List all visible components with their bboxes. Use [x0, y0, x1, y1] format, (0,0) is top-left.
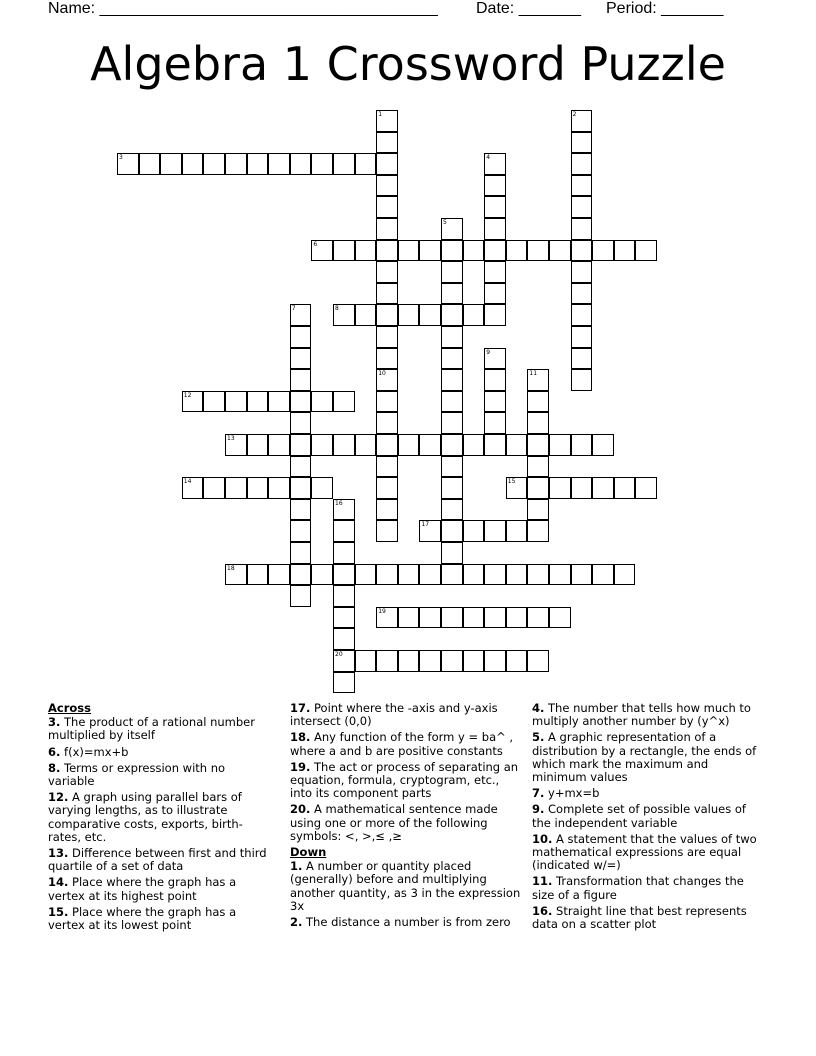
grid-cell[interactable]: [376, 261, 398, 283]
grid-cell[interactable]: [571, 153, 593, 175]
grid-cell[interactable]: [592, 477, 614, 499]
grid-cell[interactable]: [376, 650, 398, 672]
grid-cell[interactable]: [441, 499, 463, 521]
grid-cell[interactable]: [376, 132, 398, 154]
grid-cell[interactable]: [333, 240, 355, 262]
grid-cell[interactable]: [441, 218, 463, 240]
clue-text: A number or quantity placed (generally) before and multiplying another quantity, as 3 in the expression 3x: [290, 859, 521, 913]
clue-number: 15.: [48, 904, 69, 919]
grid-cell[interactable]: [225, 153, 247, 175]
cell-number: 7: [291, 305, 296, 313]
cell-number: 9: [486, 348, 491, 356]
grid-cell[interactable]: [506, 564, 528, 586]
grid-cell[interactable]: [419, 650, 441, 672]
across-heading: Across: [48, 701, 91, 715]
grid-cell[interactable]: [376, 110, 398, 132]
grid-cell[interactable]: [333, 672, 355, 694]
grid-cell[interactable]: [333, 391, 355, 413]
grid-cell[interactable]: [463, 650, 485, 672]
grid-cell[interactable]: [225, 564, 247, 586]
grid-cell[interactable]: [225, 391, 247, 413]
grid-cell[interactable]: [376, 391, 398, 413]
grid-cell[interactable]: [571, 132, 593, 154]
grid-cell[interactable]: [506, 240, 528, 262]
grid-cell[interactable]: [571, 175, 593, 197]
clue-item: [48, 906, 274, 932]
grid-cell[interactable]: [484, 369, 506, 391]
grid-cell[interactable]: [549, 477, 571, 499]
grid-cell[interactable]: [290, 499, 312, 521]
grid-cell[interactable]: [463, 564, 485, 586]
cell-number: 17: [421, 521, 430, 529]
grid-cell[interactable]: [290, 369, 312, 391]
grid-cell[interactable]: [484, 391, 506, 413]
grid-cell[interactable]: [376, 348, 398, 370]
cell-number: 16: [335, 499, 343, 507]
grid-cell[interactable]: [592, 564, 614, 586]
cell-number: 8: [335, 305, 339, 313]
clues-column-1: [48, 702, 274, 935]
clue-text: Complete set of possible values of the independent variable: [532, 802, 746, 830]
cell-number: 4: [486, 154, 491, 162]
grid-cell[interactable]: [376, 520, 398, 542]
grid-cell[interactable]: [311, 153, 333, 175]
grid-cell[interactable]: [441, 564, 463, 586]
grid-cell[interactable]: [419, 434, 441, 456]
grid-cell[interactable]: [571, 304, 593, 326]
grid-cell[interactable]: [247, 153, 269, 175]
grid-cell[interactable]: [333, 628, 355, 650]
grid-cell[interactable]: [333, 304, 355, 326]
grid-cell[interactable]: [419, 520, 441, 542]
grid-cell[interactable]: [441, 326, 463, 348]
clue-text: Terms or expression with no variable: [48, 760, 226, 789]
clue-number: 5.: [532, 730, 545, 745]
grid-cell[interactable]: [441, 391, 463, 413]
clue-number: 2.: [290, 915, 303, 930]
clue-item: [290, 860, 524, 913]
grid-cell[interactable]: [376, 499, 398, 521]
grid-cell[interactable]: [527, 564, 549, 586]
grid-cell[interactable]: [484, 196, 506, 218]
grid-cell[interactable]: [355, 564, 377, 586]
cell-number: 14: [183, 478, 192, 486]
clues-column-2: [290, 702, 524, 932]
grid-cell[interactable]: [311, 391, 333, 413]
cell-number: 11: [529, 370, 538, 378]
clue-item: [48, 791, 274, 844]
grid-cell[interactable]: [247, 564, 269, 586]
clue-number: 3.: [48, 715, 61, 730]
grid-cell[interactable]: [376, 240, 398, 262]
grid-cell[interactable]: [247, 477, 269, 499]
grid-cell[interactable]: [506, 650, 528, 672]
grid-cell[interactable]: [290, 391, 312, 413]
grid-cell[interactable]: [311, 434, 333, 456]
cell-number: 10: [378, 370, 386, 378]
grid-cell[interactable]: [614, 477, 636, 499]
grid-cell[interactable]: [419, 304, 441, 326]
clue-text: Any function of the form y = ba^ , where a and b are positive constants: [290, 730, 514, 758]
grid-cell[interactable]: [484, 304, 506, 326]
grid-cell[interactable]: [182, 477, 204, 499]
clue-number: 9.: [532, 802, 545, 817]
cell-number: 20: [335, 651, 343, 658]
clue-item: [290, 916, 524, 929]
grid-cell[interactable]: [614, 564, 636, 586]
cell-number: 18: [227, 564, 235, 572]
grid-cell[interactable]: [268, 434, 290, 456]
cell-number: 6: [313, 240, 318, 248]
cell-number: 15: [507, 478, 516, 486]
grid-cell[interactable]: [268, 153, 290, 175]
grid-cell[interactable]: [527, 520, 549, 542]
grid-cell[interactable]: [376, 153, 398, 175]
grid-cell[interactable]: [441, 542, 463, 564]
grid-cell[interactable]: [290, 304, 312, 326]
grid-cell[interactable]: [571, 196, 593, 218]
grid-cell[interactable]: [333, 499, 355, 521]
grid-cell[interactable]: [635, 477, 657, 499]
grid-cell[interactable]: [376, 304, 398, 326]
name-field-label[interactable]: Name: ______________________________________: [48, 0, 438, 17]
grid-cell[interactable]: [484, 261, 506, 283]
grid-cell[interactable]: [441, 477, 463, 499]
grid-cell[interactable]: [527, 369, 549, 391]
grid-cell[interactable]: [376, 477, 398, 499]
grid-cell[interactable]: [527, 456, 549, 478]
grid-cell[interactable]: [571, 369, 593, 391]
grid-cell[interactable]: [398, 240, 420, 262]
grid-cell[interactable]: [527, 240, 549, 262]
grid-cell[interactable]: [441, 240, 463, 262]
clue-text: y+mx=b: [548, 786, 600, 801]
clue-number: 17.: [290, 701, 311, 715]
grid-cell[interactable]: [484, 564, 506, 586]
page-title: Algebra 1 Crossword Puzzle: [90, 37, 726, 91]
grid-cell[interactable]: [463, 520, 485, 542]
clue-text: Place where the graph has a vertex at its highest point: [48, 875, 237, 903]
grid-cell[interactable]: [506, 607, 528, 629]
grid-cell[interactable]: [441, 283, 463, 305]
clue-item: [532, 833, 762, 873]
grid-cell[interactable]: [441, 434, 463, 456]
grid-cell[interactable]: [268, 391, 290, 413]
grid-cell[interactable]: [290, 434, 312, 456]
grid-cell[interactable]: [419, 240, 441, 262]
cell-number: 2: [572, 111, 577, 118]
grid-cell[interactable]: [592, 434, 614, 456]
clue-item: [290, 731, 524, 757]
grid-cell[interactable]: [614, 240, 636, 262]
clue-text: A statement that the values of two mathematical expressions are equal (indicated w/=): [532, 831, 757, 873]
grid-cell[interactable]: [117, 153, 139, 175]
cell-number: 3: [119, 154, 123, 162]
cell-number: 5: [443, 219, 447, 226]
clue-text: A graph using parallel bars of varying lengths, as to illustrate comparative costs, exports, birth-rates, etc.: [48, 790, 243, 844]
cell-number: 1: [378, 111, 383, 118]
grid-cell[interactable]: [203, 391, 225, 413]
grid-cell[interactable]: [203, 153, 225, 175]
clue-text: Straight line that best represents data on a scatter plot: [532, 903, 747, 932]
grid-cell[interactable]: [571, 348, 593, 370]
grid-cell[interactable]: [441, 650, 463, 672]
grid-cell[interactable]: [463, 240, 485, 262]
clue-text: f(x)=mx+b: [64, 744, 129, 759]
grid-cell[interactable]: [355, 434, 377, 456]
grid-cell[interactable]: [571, 434, 593, 456]
grid-cell[interactable]: [311, 477, 333, 499]
grid-cell[interactable]: [527, 412, 549, 434]
clue-item: [48, 716, 274, 742]
clue-item: [532, 875, 762, 901]
grid-cell[interactable]: [290, 564, 312, 586]
grid-cell[interactable]: [290, 326, 312, 348]
grid-cell[interactable]: [203, 477, 225, 499]
clue-text: A graphic representation of a distribution by a rectangle, the ends of which mark the maximum and minimum values: [532, 730, 757, 785]
grid-cell[interactable]: [527, 477, 549, 499]
grid-cell[interactable]: [484, 153, 506, 175]
grid-cell[interactable]: [376, 326, 398, 348]
grid-cell[interactable]: [527, 650, 549, 672]
grid-cell[interactable]: [376, 607, 398, 629]
grid-cell[interactable]: [527, 391, 549, 413]
grid-cell[interactable]: [333, 520, 355, 542]
down-heading: Down: [290, 845, 327, 860]
grid-cell[interactable]: [527, 607, 549, 629]
grid-cell[interactable]: [571, 326, 593, 348]
grid-cell[interactable]: [311, 240, 333, 262]
grid-cell[interactable]: [182, 153, 204, 175]
grid-cell[interactable]: [484, 434, 506, 456]
grid-cell[interactable]: [182, 391, 204, 413]
cell-number: 12: [183, 391, 192, 399]
cell-number: 13: [227, 435, 235, 442]
grid-cell[interactable]: [549, 240, 571, 262]
clue-text: The product of a rational number multiplied by itself: [48, 715, 255, 743]
grid-cell[interactable]: [484, 520, 506, 542]
period-field-label[interactable]: Period: _______: [606, 0, 724, 17]
grid-cell[interactable]: [463, 304, 485, 326]
clue-number: 19.: [290, 759, 311, 774]
grid-cell[interactable]: [484, 240, 506, 262]
grid-cell[interactable]: [355, 304, 377, 326]
clue-text: The number that tells how much to multiply another number by (y^x): [532, 701, 751, 729]
clue-number: 7.: [532, 786, 545, 801]
grid-cell[interactable]: [571, 110, 593, 132]
clues-column-3: [532, 702, 762, 934]
grid-cell[interactable]: [635, 240, 657, 262]
clue-item: [48, 876, 274, 902]
grid-cell[interactable]: [268, 477, 290, 499]
grid-cell[interactable]: [441, 520, 463, 542]
grid-cell[interactable]: [571, 283, 593, 305]
grid-cell[interactable]: [571, 261, 593, 283]
grid-cell[interactable]: [398, 564, 420, 586]
grid-cell[interactable]: [527, 434, 549, 456]
grid-cell[interactable]: [225, 477, 247, 499]
clue-item: [532, 731, 762, 784]
grid-cell[interactable]: [441, 607, 463, 629]
grid-cell[interactable]: [419, 564, 441, 586]
grid-cell[interactable]: [398, 607, 420, 629]
grid-cell[interactable]: [247, 434, 269, 456]
grid-cell[interactable]: [355, 650, 377, 672]
clue-text: Place where the graph has a vertex at its lowest point: [48, 904, 237, 933]
grid-cell[interactable]: [463, 607, 485, 629]
grid-cell[interactable]: [571, 564, 593, 586]
grid-cell[interactable]: [290, 348, 312, 370]
grid-cell[interactable]: [333, 434, 355, 456]
clue-text: A mathematical sentence made using one or more of the following symbols: <, >,≤ ,≥: [290, 802, 498, 843]
grid-cell[interactable]: [311, 564, 333, 586]
grid-cell[interactable]: [441, 304, 463, 326]
grid-cell[interactable]: [398, 304, 420, 326]
grid-cell[interactable]: [571, 477, 593, 499]
grid-cell[interactable]: [441, 369, 463, 391]
grid-cell[interactable]: [376, 412, 398, 434]
clue-number: 1.: [290, 859, 303, 874]
grid-cell[interactable]: [355, 153, 377, 175]
clue-number: 20.: [290, 802, 311, 817]
grid-cell[interactable]: [247, 391, 269, 413]
grid-cell[interactable]: [398, 434, 420, 456]
clue-item: [48, 746, 274, 759]
clue-number: 10.: [532, 831, 553, 846]
grid-cell[interactable]: [463, 434, 485, 456]
grid-cell[interactable]: [376, 369, 398, 391]
clue-number: 6.: [48, 744, 61, 759]
grid-cell[interactable]: [290, 456, 312, 478]
grid-cell[interactable]: [506, 520, 528, 542]
clue-item: [532, 787, 762, 800]
grid-cell[interactable]: [333, 153, 355, 175]
grid-cell[interactable]: [290, 412, 312, 434]
grid-cell[interactable]: [527, 499, 549, 521]
grid-cell[interactable]: [290, 585, 312, 607]
grid-cell[interactable]: [333, 585, 355, 607]
grid-cell[interactable]: [571, 240, 593, 262]
clue-number: 12.: [48, 790, 69, 805]
grid-cell[interactable]: [333, 607, 355, 629]
grid-cell[interactable]: [290, 520, 312, 542]
grid-cell[interactable]: [484, 283, 506, 305]
clue-text: The distance a number is from zero: [306, 915, 511, 930]
clue-item: [48, 847, 274, 873]
grid-cell[interactable]: [419, 607, 441, 629]
clue-item: [532, 702, 762, 728]
clue-text: The act or process of separating an equation, formula, cryptogram, etc., into its component parts: [290, 759, 519, 801]
grid-cell[interactable]: [139, 153, 161, 175]
clue-item: [532, 803, 762, 829]
grid-cell[interactable]: [376, 196, 398, 218]
grid-cell[interactable]: [441, 261, 463, 283]
grid-cell[interactable]: [376, 175, 398, 197]
grid-cell[interactable]: [549, 434, 571, 456]
grid-cell[interactable]: [333, 564, 355, 586]
clue-item: [290, 702, 524, 728]
clue-item: [532, 905, 762, 931]
clue-number: 18.: [290, 730, 311, 745]
grid-cell[interactable]: [549, 607, 571, 629]
grid-cell[interactable]: [333, 650, 355, 672]
clue-text: Transformation that changes the size of a figure: [532, 874, 744, 902]
grid-cell[interactable]: [376, 564, 398, 586]
grid-cell[interactable]: [225, 434, 247, 456]
grid-cell[interactable]: [571, 218, 593, 240]
grid-cell[interactable]: [441, 348, 463, 370]
clue-number: 13.: [48, 846, 69, 861]
grid-cell[interactable]: [290, 477, 312, 499]
clue-number: 4.: [532, 701, 545, 715]
clue-item: [290, 803, 524, 843]
date-field-label[interactable]: Date: _______: [476, 0, 581, 17]
grid-cell[interactable]: [160, 153, 182, 175]
clue-item: [48, 762, 274, 788]
clue-number: 14.: [48, 875, 69, 890]
grid-cell[interactable]: [268, 564, 290, 586]
grid-cell[interactable]: [290, 542, 312, 564]
grid-cell[interactable]: [376, 456, 398, 478]
clue-text: Difference between first and third quartile of a set of data: [48, 846, 267, 874]
clue-text: Point where the -axis and y-axis intersect (0,0): [290, 701, 498, 729]
grid-cell[interactable]: [484, 607, 506, 629]
grid-cell[interactable]: [592, 240, 614, 262]
grid-cell[interactable]: [333, 542, 355, 564]
clue-item: [290, 761, 524, 801]
grid-cell[interactable]: [484, 348, 506, 370]
grid-cell[interactable]: [484, 175, 506, 197]
grid-cell[interactable]: [376, 434, 398, 456]
grid-cell[interactable]: [506, 477, 528, 499]
clue-number: 16.: [532, 903, 553, 918]
grid-cell[interactable]: [398, 650, 420, 672]
grid-cell[interactable]: [549, 564, 571, 586]
clue-number: 8.: [48, 760, 61, 775]
grid-cell[interactable]: [441, 412, 463, 434]
grid-cell[interactable]: [506, 434, 528, 456]
grid-cell[interactable]: [376, 283, 398, 305]
grid-cell[interactable]: [355, 240, 377, 262]
clue-number: 11.: [532, 874, 553, 889]
grid-cell[interactable]: [290, 153, 312, 175]
grid-cell[interactable]: [484, 650, 506, 672]
grid-cell[interactable]: [441, 456, 463, 478]
cell-number: 19: [378, 607, 386, 615]
grid-cell[interactable]: [484, 218, 506, 240]
grid-cell[interactable]: [484, 412, 506, 434]
grid-cell[interactable]: [376, 218, 398, 240]
